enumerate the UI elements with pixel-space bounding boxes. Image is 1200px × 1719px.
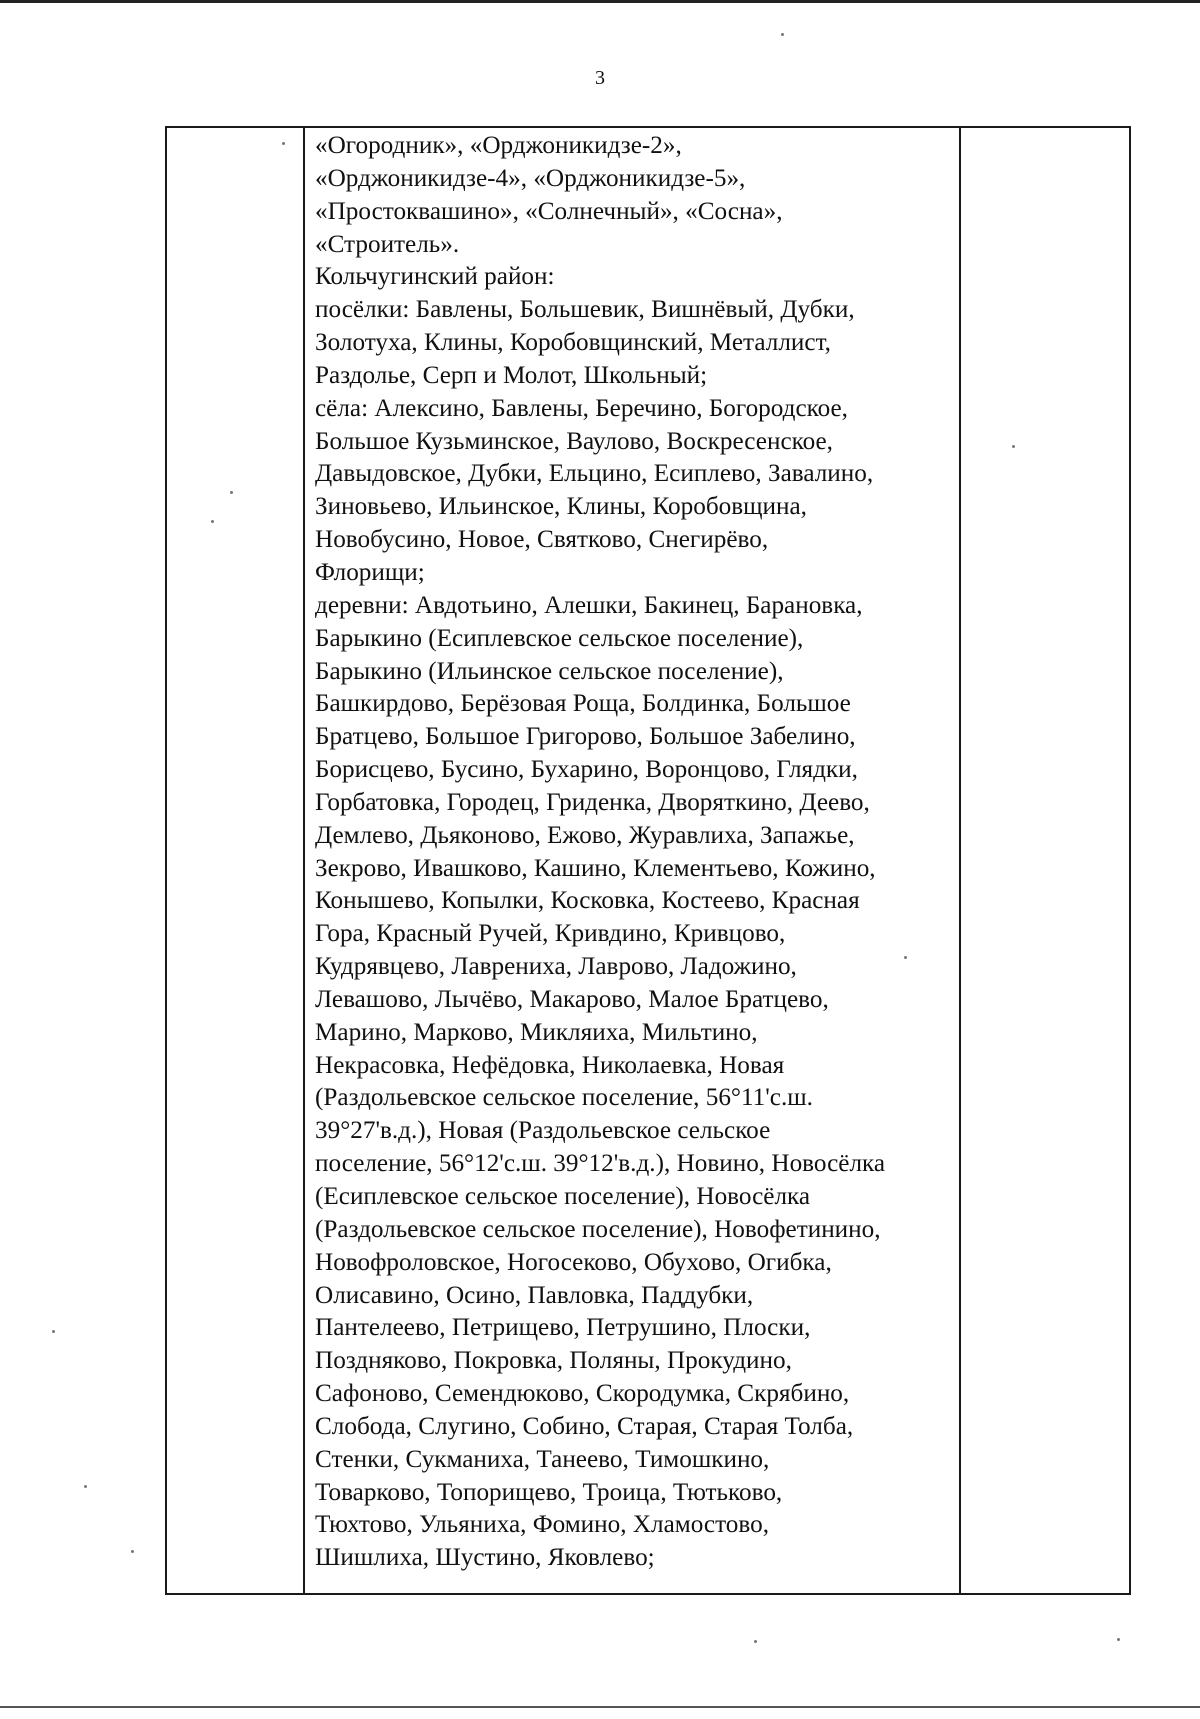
text-line: Стенки, Сукманиха, Танеево, Тимошкино, bbox=[315, 1445, 770, 1473]
scan-speck bbox=[131, 1550, 134, 1553]
text-line: Сафоново, Семендюково, Скородумка, Скрябино, bbox=[315, 1380, 850, 1408]
text-line: Новофроловское, Ногосеково, Обухово, Огибка, bbox=[315, 1248, 832, 1276]
text-line: Зекрово, Ивашково, Кашино, Клементьево, Кожино, bbox=[315, 854, 876, 882]
text-line: «Простоквашино», «Солнечный», «Сосна», bbox=[315, 197, 783, 225]
table-cell-right bbox=[961, 128, 1129, 1593]
scan-speck bbox=[1012, 445, 1015, 448]
text-line: поселение, 56°12'с.ш. 39°12'в.д.), Новино, Новосёлка bbox=[315, 1150, 886, 1178]
text-line: Раздолье, Серп и Молот, Школьный; bbox=[315, 361, 708, 389]
text-line: Зиновьево, Ильинское, Клины, Коробовщина, bbox=[315, 493, 807, 521]
text-line: Демлево, Дьяконово, Ежово, Журавлиха, Запажье, bbox=[315, 821, 855, 849]
text-line: «Орджоникидзе-4», «Орджоникидзе-5», bbox=[315, 164, 746, 192]
text-line: Золотуха, Клины, Коробовщинский, Металлист, bbox=[315, 329, 831, 357]
text-line: (Есиплевское сельское поселение), Новосёлка bbox=[315, 1183, 811, 1210]
scan-speck bbox=[230, 491, 233, 494]
document-table bbox=[165, 126, 1131, 1595]
text-line: Конышево, Копылки, Косковка, Костеево, Красная bbox=[315, 887, 860, 915]
text-line: Флорищи; bbox=[315, 558, 425, 586]
text-line: Марино, Марково, Микляиха, Мильтино, bbox=[315, 1018, 758, 1046]
scan-speck bbox=[211, 520, 214, 523]
text-line: Тюхтово, Ульяниха, Фомино, Хламостово, bbox=[315, 1511, 769, 1539]
text-line: Кудрявцево, Лаврениха, Лаврово, Ладожино, bbox=[315, 953, 797, 981]
scan-speck bbox=[781, 33, 784, 36]
text-line: «Огородник», «Орджоникидзе-2», bbox=[315, 132, 682, 159]
text-line: Олисавино, Осино, Павловка, Паддубки, bbox=[315, 1281, 754, 1309]
table-cell-settlements bbox=[315, 130, 965, 1575]
text-line: Давыдовское, Дубки, Ельцино, Есиплево, Завалино, bbox=[315, 460, 874, 488]
scan-speck bbox=[1117, 1638, 1120, 1641]
text-line: деревни: Авдотьино, Алешки, Бакинец, Барановка, bbox=[315, 591, 863, 619]
scan-speck bbox=[754, 1640, 757, 1643]
text-line: Большое Кузьминское, Ваулово, Воскресенское, bbox=[315, 427, 833, 455]
text-line: Левашово, Лычёво, Макарово, Малое Братцево, bbox=[315, 985, 829, 1013]
table-cell-left bbox=[167, 128, 303, 1593]
column-divider-left bbox=[303, 128, 305, 1593]
text-line: Барыкино (Есиплевское сельское поселение), bbox=[315, 624, 804, 652]
text-line: (Раздольевское сельское поселение), Новофетинино, bbox=[315, 1215, 881, 1243]
text-line: Горбатовка, Городец, Гриденка, Дворяткино, Деево, bbox=[315, 788, 870, 816]
scan-speck bbox=[84, 1485, 87, 1488]
text-line: Барыкино (Ильинское сельское поселение), bbox=[315, 657, 784, 685]
scan-top-edge bbox=[0, 0, 1200, 3]
text-line: Слобода, Слугино, Собино, Старая, Старая Толба, bbox=[315, 1412, 854, 1440]
text-line: Башкирдово, Берёзовая Роща, Болдинка, Большое bbox=[315, 690, 851, 718]
text-line: сёла: Алексино, Бавлены, Беречино, Богородское, bbox=[315, 394, 848, 422]
text-line: Борисцево, Бусино, Бухарино, Воронцово, Глядки, bbox=[315, 756, 858, 784]
scan-speck bbox=[904, 956, 907, 959]
text-line: Товарково, Топорищево, Троица, Тютьково, bbox=[315, 1478, 783, 1506]
text-line: Братцево, Большое Григорово, Большое Забелино, bbox=[315, 723, 856, 751]
text-line: Пантелеево, Петрищево, Петрушино, Плоски, bbox=[315, 1314, 811, 1342]
text-line: посёлки: Бавлены, Большевик, Вишнёвый, Дубки, bbox=[315, 296, 855, 324]
scan-bottom-edge bbox=[0, 1706, 1200, 1708]
page-number: 3 bbox=[595, 67, 605, 89]
text-line: 39°27'в.д.), Новая (Раздольевское сельское bbox=[315, 1117, 771, 1145]
text-line: Некрасовка, Нефёдовка, Николаевка, Новая bbox=[315, 1051, 785, 1079]
text-line: Шишлиха, Шустино, Яковлево; bbox=[315, 1544, 655, 1572]
scan-speck bbox=[52, 1330, 55, 1333]
scan-speck bbox=[282, 142, 285, 145]
text-line: Кольчугинский район: bbox=[315, 263, 555, 291]
text-line: Гора, Красный Ручей, Кривдино, Кривцово, bbox=[315, 920, 786, 948]
text-line: Новобусино, Новое, Святково, Снегирёво, bbox=[315, 526, 769, 554]
text-line: Поздняково, Покровка, Поляны, Прокудино, bbox=[315, 1347, 792, 1375]
text-line: «Строитель». bbox=[315, 230, 460, 258]
text-line: (Раздольевское сельское поселение, 56°11'с.ш. bbox=[315, 1084, 813, 1112]
